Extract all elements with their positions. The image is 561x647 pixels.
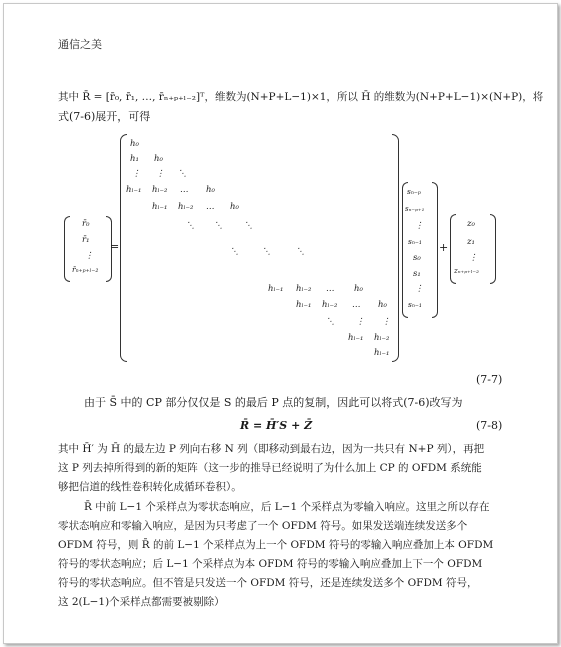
- h-entry: ⋱: [296, 247, 305, 257]
- lhs-entry: r̄₁: [82, 235, 90, 245]
- h-entry: h₀: [130, 139, 139, 149]
- paragraph-line: 这 2(L−1)个采样点都需要被剔除）: [58, 596, 225, 608]
- plus-sign: +: [439, 241, 449, 254]
- h-entry: …: [206, 202, 215, 212]
- h-right-bracket: [392, 134, 399, 362]
- equation-7-8: R̄ = H̄′S + Z̄: [240, 419, 313, 432]
- h-entry: h₀: [206, 185, 215, 195]
- s-entry: s₀: [413, 253, 421, 263]
- h-entry: ⋮: [132, 169, 141, 179]
- s-right-bracket: [432, 182, 438, 318]
- h-entry: hₗ₋₂: [178, 202, 194, 212]
- paragraph-intro: [58, 88, 544, 126]
- h-entry: h₀: [154, 154, 163, 164]
- paragraph-line: 这 P 列去掉所得到的新的矩阵（这一步的推导已经说明了为什么加上 CP 的 OFDM 系统能: [58, 462, 482, 474]
- paragraph-line: R̄ 中前 L−1 个采样点为零状态响应，后 L−1 个采样点为零输入响应。这里之所以存在: [84, 501, 490, 513]
- h-entry: h₁: [130, 154, 139, 164]
- h-entry: hₗ₋₁: [126, 185, 142, 195]
- h-entry: …: [326, 284, 335, 294]
- h-entry: hₗ₋₁: [268, 284, 284, 294]
- h-entry: hₗ₋₁: [374, 348, 390, 358]
- h-entry: hₗ₋₁: [296, 300, 312, 310]
- s-entry: sₙ₋₁: [408, 300, 422, 309]
- paragraph-response: [58, 498, 518, 612]
- s-entry: ⋮: [415, 284, 424, 294]
- paragraph-line: 其中 R̄ = [r̄₀, r̄₁, …, r̄ₙ₊ₚ₊ₗ₋₂]ᵀ，维数为(N+P+L−1)×1，所以 H̄ 的维数为(N+P+L−1)×(N+P)，将: [58, 91, 544, 103]
- h-entry: ⋮: [356, 317, 365, 327]
- paragraph-cp: 由于 S̄ 中的 CP 部分仅仅是 S 的最后 P 点的复制，因此可以将式(7-6)改写为: [84, 396, 463, 409]
- paragraph-line: OFDM 符号，则 R̄ 的前 L−1 个采样点为上一个 OFDM 符号的零输入响应叠加上本 OFDM: [58, 539, 494, 551]
- lhs-entry: r̄ₙ₊ₚ₊ₗ₋₂: [72, 265, 99, 274]
- z-entry: ⋮: [469, 253, 478, 263]
- paragraph-line: 符号的零状态响应。但不管是只发送一个 OFDM 符号，还是连续发送多个 OFDM 符号，: [58, 577, 478, 589]
- paragraph-line: 够把信道的线性卷积转化成循环卷积）。: [58, 481, 242, 493]
- h-entry: ⋱: [178, 169, 187, 179]
- h-entry: hₗ₋₁: [152, 202, 168, 212]
- paragraph-line: 符号的零状态响应；后 L−1 个采样点为本 OFDM 符号的零输入响应叠加上下一个 OFDM: [58, 558, 483, 570]
- lhs-left-bracket: [64, 216, 70, 282]
- h-entry: h₀: [230, 202, 239, 212]
- s-entry: sₙ₋₁: [408, 237, 422, 246]
- paragraph-line: 其中 H̄′ 为 H̄ 的最左边 P 列向右移 N 列（即移动到最右边，因为一共只有 N+P 列），再把: [58, 443, 485, 455]
- h-entry: hₗ₋₂: [322, 300, 338, 310]
- h-entry: ⋱: [262, 247, 271, 257]
- paragraph-line: 式(7-6)展开，可得: [58, 110, 151, 123]
- h-left-bracket: [120, 134, 127, 362]
- h-entry: hₗ₋₂: [152, 185, 168, 195]
- z-right-bracket: [490, 214, 496, 284]
- s-entry: sₙ₋ₚ₊₁: [405, 205, 425, 213]
- h-entry: ⋱: [230, 247, 239, 257]
- lhs-entry: ⋮: [85, 251, 94, 261]
- h-entry: h₀: [354, 284, 363, 294]
- z-entry: zₙ₊ₚ₊ₗ₋₂: [454, 267, 479, 275]
- paragraph-line: 零状态响应和零输入响应，是因为只考虑了一个 OFDM 符号。如果发送端连续发送多个: [58, 520, 468, 532]
- s-entry: sₙ₋ₚ: [407, 187, 421, 196]
- h-entry: ⋱: [244, 221, 253, 231]
- lhs-entry: r̄₀: [82, 219, 90, 229]
- s-entry: ⋮: [415, 221, 424, 231]
- paragraph-h-prime: [58, 440, 518, 497]
- h-entry: ⋱: [186, 221, 195, 231]
- h-entry: …: [352, 300, 361, 310]
- equation-number: (7-8): [476, 419, 503, 432]
- h-entry: hₗ₋₁: [348, 333, 364, 343]
- h-entry: ⋮: [382, 317, 391, 327]
- h-entry: hₗ₋₂: [296, 284, 312, 294]
- s-entry: s₁: [413, 269, 421, 279]
- h-entry: …: [180, 185, 189, 195]
- z-entry: z₀: [467, 219, 475, 229]
- h-entry: ⋱: [326, 317, 335, 327]
- h-entry: ⋱: [214, 221, 223, 231]
- h-entry: ⋮: [156, 169, 165, 179]
- h-entry: h₀: [378, 300, 387, 310]
- equation-number: (7-7): [476, 373, 503, 386]
- running-header: 通信之美: [58, 38, 102, 51]
- h-entry: hₗ₋₂: [374, 333, 390, 343]
- s-left-bracket: [402, 182, 408, 318]
- z-entry: z₁: [467, 237, 475, 247]
- equals-sign: =: [110, 240, 120, 253]
